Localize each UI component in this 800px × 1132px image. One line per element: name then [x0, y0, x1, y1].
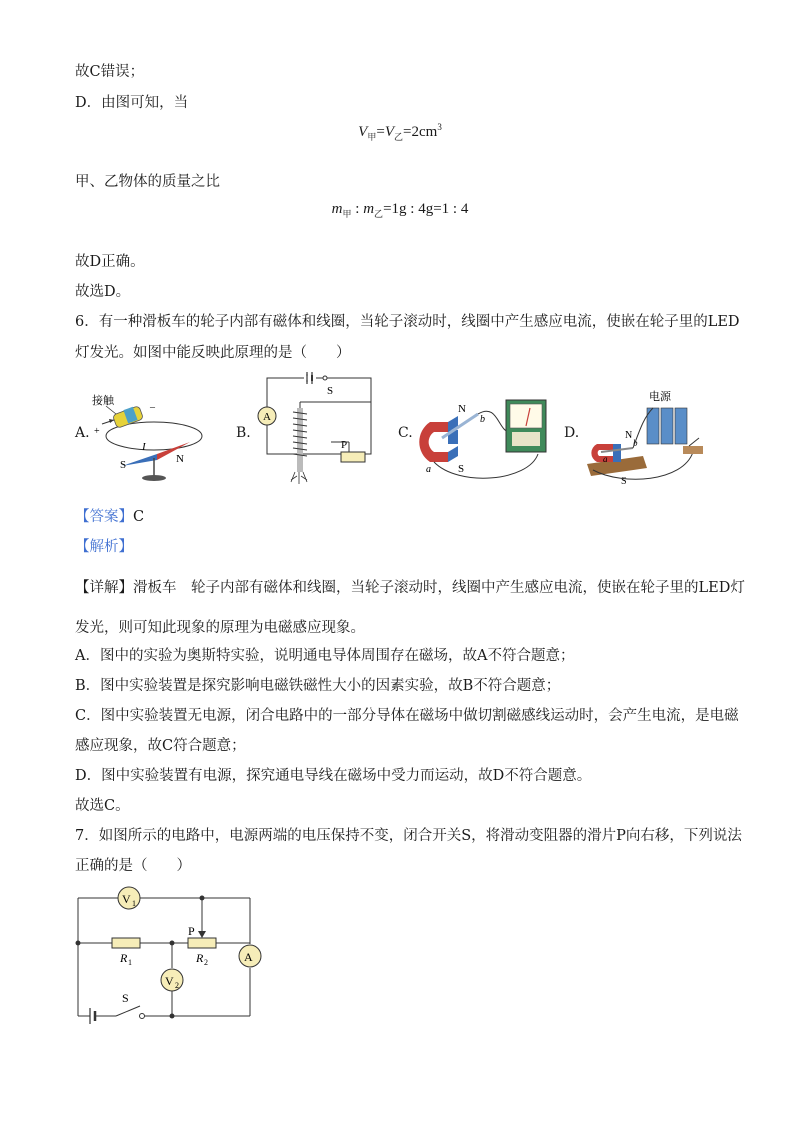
figure-a-oersted	[92, 384, 222, 484]
r1-sub: 1	[128, 958, 132, 967]
answer-value: C	[133, 509, 145, 525]
c-n-label: N	[458, 403, 466, 415]
q7-stem-line2: 正确的是（ ）	[75, 858, 191, 874]
q7-circuit-diagram	[70, 880, 270, 1025]
d-b-label: b	[633, 438, 638, 448]
q6-answer-line	[75, 507, 144, 527]
analysis-tag: 【解析】	[75, 539, 133, 555]
colon: :	[351, 201, 364, 217]
s-pole-label: S	[120, 459, 127, 471]
ammeter-letter: A	[244, 950, 253, 964]
figure-b-electromagnet	[255, 372, 375, 492]
c-b-label: b	[480, 414, 485, 425]
v2-letter: V	[165, 974, 174, 988]
figure-d-motor	[583, 386, 713, 486]
sub-jia: 甲	[367, 132, 377, 142]
q6-expl-b: B．图中实验装置是探究影响电磁铁磁性大小的因素实验，故B不符合题意；	[75, 678, 561, 694]
v-symbol: V	[358, 124, 368, 140]
v-symbol-2: V	[384, 124, 394, 140]
v1-sub: 1	[132, 899, 136, 908]
mass-ratio-text: 甲、乙物体的质量之比	[75, 174, 220, 190]
v2-sub: 2	[175, 981, 179, 990]
plus-sign: +	[94, 426, 100, 437]
detail-tag: 【详解】	[75, 580, 133, 596]
m-symbol-2: m	[363, 201, 375, 217]
cubic-exponent: 3	[437, 122, 442, 132]
switch-s-label: S	[327, 385, 334, 397]
c-a-label: a	[426, 464, 431, 475]
q6-choose: 故选C。	[75, 798, 130, 814]
q6-detail-line1	[75, 578, 745, 598]
figure-c-induction	[418, 392, 558, 482]
q6-expl-a: A．图中的实验为奥斯特实验，说明通电导体周围存在磁场，故A不符合题意；	[75, 648, 575, 664]
switch-letter: S	[122, 991, 129, 1005]
option-c-label: C.	[398, 425, 413, 441]
option-d-label: D.	[564, 425, 580, 441]
sub-jia-2: 甲	[342, 209, 352, 219]
mass-ratio-value: =1g : 4g=1 : 4	[383, 201, 469, 217]
q6-expl-d: D．图中实验装置有电源，探究通电导线在磁场中受力而运动，故D不符合题意。	[75, 768, 592, 784]
equals: =	[376, 124, 385, 140]
option-a-label: A.	[75, 425, 90, 441]
slider-p-label: P	[341, 439, 348, 451]
d-power-label: 电源	[649, 391, 671, 403]
r2-letter: R	[196, 951, 204, 965]
q6-expl-c1: C．图中实验装置无电源，闭合电路中的一部分导体在磁场中做切割磁感线运动时，会产生电流，是电磁	[75, 708, 739, 724]
ammeter-a-label: A	[263, 411, 271, 423]
q6-expl-c2: 感应现象，故C符合题意；	[75, 738, 246, 754]
q6-stem-line1: 6．有一种滑板车的轮子内部有磁体和线圈，当轮子滚动时，线圈中产生感应电流，使嵌在轮子里的LED	[75, 314, 740, 330]
current-label: I	[142, 441, 146, 453]
q6-detail-line2: 发光，则可知此现象的原理为电磁感应现象。	[75, 620, 365, 636]
volume-value: =2cm	[403, 124, 438, 140]
choose-d-line: 故选D。	[75, 284, 131, 300]
p-letter: P	[188, 924, 195, 938]
r2-sub: 2	[204, 958, 208, 967]
c-wrong-line: 故C错误；	[75, 64, 145, 80]
d-correct-line: 故D正确。	[75, 254, 145, 270]
m-symbol: m	[331, 201, 343, 217]
v1-letter: V	[122, 892, 131, 906]
c-s-label: S	[458, 463, 465, 475]
d-s-label: S	[621, 476, 627, 486]
q7-stem-line1: 7．如图所示的电路中，电源两端的电压保持不变，闭合开关S，将滑动变阻器的滑片P向右移，下列说法	[75, 828, 742, 844]
sub-yi-2: 乙	[374, 209, 384, 219]
answer-tag: 【答案】	[75, 509, 133, 525]
r1-letter: R	[120, 951, 128, 965]
n-pole-label: N	[176, 453, 184, 465]
mass-ratio-equation	[0, 201, 800, 220]
detail-text-1: 滑板车 轮子内部有磁体和线圈，当轮子滚动时，线圈中产生感应电流，使嵌在轮子里的LED灯	[133, 580, 745, 596]
q6-stem-line2: 灯发光。如图中能反映此原理的是（ ）	[75, 345, 351, 361]
sub-yi: 乙	[394, 132, 404, 142]
d-n-label: N	[625, 430, 633, 441]
volume-equation	[0, 122, 800, 143]
contact-label: 接触	[92, 395, 114, 407]
option-b-label: B.	[236, 425, 251, 441]
d-intro-line: D．由图可知，当	[75, 95, 189, 111]
minus-sign: –	[150, 402, 155, 413]
d-a-label: a	[603, 454, 608, 464]
